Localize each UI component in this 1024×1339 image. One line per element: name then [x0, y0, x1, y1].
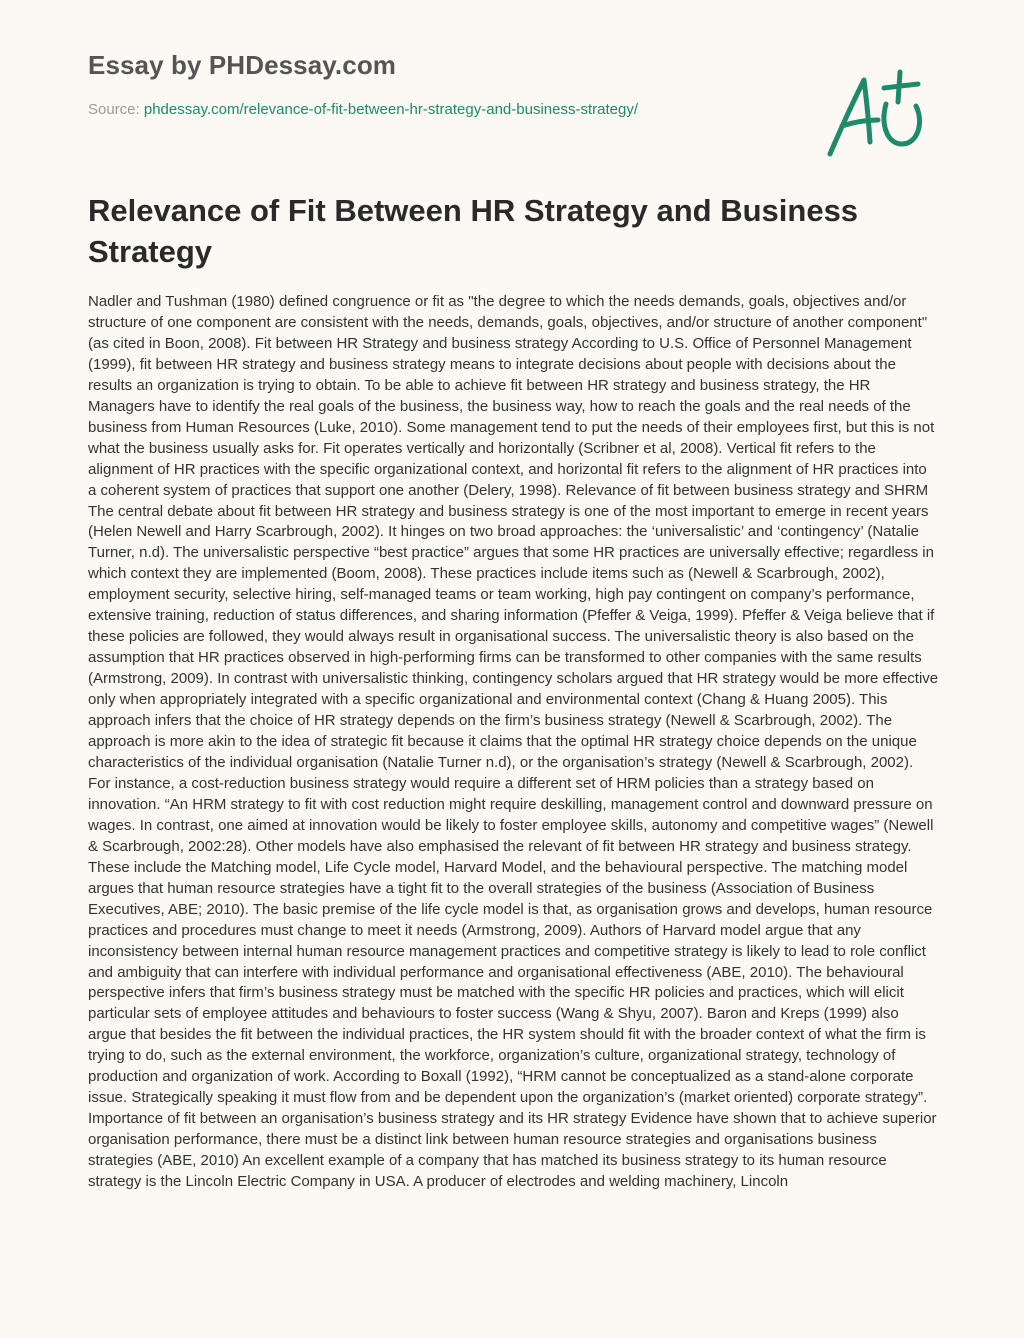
- a-plus-logo-icon: [820, 64, 932, 164]
- essay-title: Relevance of Fit Between HR Strategy and Business Strategy: [88, 193, 859, 269]
- site-brand: Essay by PHDessay.com: [88, 50, 397, 80]
- source-line: [88, 101, 638, 118]
- source-label: Source:: [88, 101, 144, 118]
- source-link[interactable]: phdessay.com/relevance-of-fit-between-hr-strategy-and-business-strategy/: [143, 101, 638, 118]
- essay-body: Nadler and Tushman (1980) defined congruence or fit as "the degree to which the needs demands, goals, objectives and/or structure of one component are consistent with the needs, demands, goals, objectives, and/or structure of another component" (as cited in Boon, 2008). Fit between HR Strategy and business strategy According to U.S. Office of Personnel Management (1999), fit between HR strategy and business strategy means to integrate decisions about people with decisions about the results an organization is trying to obtain. To be able to achieve fit between HR strategy and business strategy, the HR Managers have to identify the real goals of the business, the business way, how to reach the goals and the real needs of the business from Human Resources (Luke, 2010). Some management tend to put the needs of their employees first, but this is not what the business usually asks for. Fit operates vertically and horizontally (Scribner et al, 2008). Vertical fit refers to the alignment of HR practices with the specific organizational context, and horizontal fit refers to the alignment of HR practices into a coherent system of practices that support one another (Delery, 1998). Relevance of fit between business strategy and SHRM The central debate about fit between HR strategy and business strategy is one of the most important to emerge in recent years (Helen Newell and Harry Scarbrough, 2002). It hinges on two broad approaches: the ‘universalistic’ and ‘contingency’ (Natalie Turner, n.d). The universalistic perspective “best practice” argues that some HR practices are universally effective; regardless in which context they are implemented (Boom, 2008). These practices include items such as (Newell & Scarbrough, 2002), employment security, selective hiring, self-managed teams or team working, high pay contingent on company’s performance, extensive training, reduction of status differences, and sharing information (Pfeffer & Veiga, 1999). Pfeffer & Veiga believe that if these policies are followed, they would always result in organisational success. The universalistic theory is also based on the assumption that HR practices observed in high-performing firms can be transformed to other companies with the same results (Armstrong, 2009). In contrast with universalistic thinking, contingency scholars argued that HR strategy would be more effective only when appropriately integrated with a specific organizational and environmental context (Chang & Huang 2005). This approach infers that the choice of HR strategy depends on the firm’s business strategy (Newell & Scarbrough, 2002). The approach is more akin to the idea of strategic fit because it claims that the optimal HR strategy choice depends on the unique characteristics of the individual organisation (Natalie Turner n.d), or the organisation’s strategy (Newell & Scarbrough, 2002). For instance, a cost-reduction business strategy would require a different set of HRM policies than a strategy based on innovation. “An HRM strategy to fit with cost reduction might require deskilling, management control and downward pressure on wages. In contrast, one aimed at innovation would be likely to foster employee skills, autonomy and competitive wages” (Newell & Scarbrough, 2002:28). Other models have also emphasised the relevant of fit between HR strategy and business strategy. These include the Matching model, Life Cycle model, Harvard Model, and the behavioural perspective. The matching model argues that human resource strategies have a tight fit to the overall strategies of the business (Association of Business Executives, ABE; 2010). The basic premise of the life cycle model is that, as organisation grows and develops, human resource practices and procedures must change to meet it needs (Armstrong, 2009). Authors of Harvard model argue that any inconsistency between internal human resource management practices and competitive strategy is likely to lead to role conflict and ambiguity that can interfere with individual performance and organisational effectiveness (ABE, 2010). The behavioural perspective infers that firm’s business strategy must be matched with the specific HR policies and practices, which will elicit particular sets of employee attitudes and behaviours to foster success (Wang & Shyu, 2007). Baron and Kreps (1999) also argue that besides the fit between the individual practices, the HR system should fit with the broader context of what the firm is trying to do, such as the external environment, the workforce, organization’s culture, organizational strategy, technology of production and organization of work. According to Boxall (1992), “HRM cannot be conceptualized as a stand-alone corporate issue. Strategically speaking it must flow from and be dependent upon the organization’s (market oriented) corporate strategy”. Importance of fit between an organisation’s business strategy and its HR strategy Evidence have shown that to achieve superior organisation performance, there must be a distinct link between human resource strategies and organisations business strategies (ABE, 2010) An excellent example of a company that has matched its business strategy to its human resource strategy is the Lincoln Electric Company in USA. A producer of electrodes and welding machinery, Lincoln: [88, 293, 939, 1191]
